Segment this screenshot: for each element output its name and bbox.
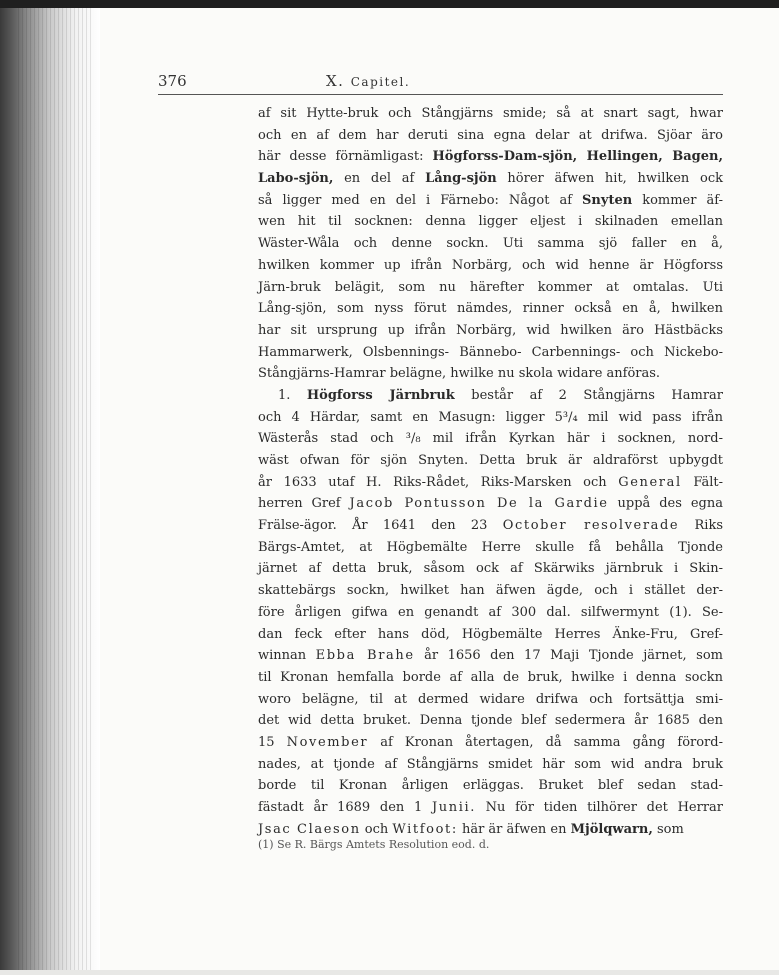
book-page-edges [0,8,100,970]
spaced-term: November [286,734,369,750]
text-run: borde til Kronan årligen erläggas. Bruket blef sedan stad- [258,778,723,794]
spaced-term: Jsac Claeson [258,821,361,837]
text-line [258,125,723,147]
text-run: år 1633 utaf H. Riks-Rådet, Riks-Marsken och [258,474,619,490]
text-run: här desse förnämligast: [258,149,433,165]
text-run: af sit Hytte-bruk och Stångjärns smide; så at snart sagt, hwar [258,106,723,121]
spaced-term: Jacob Pontusson De la Gardie [349,496,609,512]
text-line [258,385,723,407]
text-run: af Kronan återtagen, då samma gång förord- [368,734,723,750]
spaced-term: Ebba Brahe [315,648,415,664]
text-line [258,624,723,646]
text-line [258,450,723,472]
text-run: kommer äf- [632,192,723,208]
text-run: hörer äfwen hit, hwilken ock [496,171,723,187]
text-line [258,580,723,602]
text-line [258,797,723,819]
text-line [258,732,723,754]
text-line [258,472,723,494]
text-run: winnan [258,648,316,664]
text-run: Riks [679,518,723,534]
text-line [258,407,723,429]
text-run: Wäster-Wåla och denne sockn. Uti samma sjö faller en å, [258,236,723,252]
bold-term: Labo-sjön, [258,171,334,187]
text-run: wäst ofwan för sjön Snyten. Detta bruk är aldraförst upbygdt [258,453,723,468]
text-run: skattebärgs sockn, hwilket han äfwen ägde, och i stället der- [258,583,723,599]
body-text [258,103,723,840]
text-run: fästadt år 1689 den 1 [258,800,432,815]
text-line [258,667,723,689]
text-run: woro belägne, til at dermed widare drifwa och fortsättja smi- [258,691,723,707]
text-run: järnet af detta bruk, såsom ock af Skärwiks järnbruk i Skin- [258,561,723,577]
bold-term: Högforss-Dam-sjön, Hellingen, Bagen, [432,149,723,165]
text-run: Frälse-ägor. År 1641 den 23 [258,518,503,534]
text-run: så ligger med en del i Färnebo: Något af [258,192,583,208]
text-line [258,211,723,233]
text-run: består af 2 Stångjärns Hamrar [454,387,724,403]
text-line [258,320,723,342]
text-run: nades, at tjonde af Stångjärns smidet här som wid andra bruk [258,756,723,772]
text-run: som [652,821,684,837]
text-line [258,689,723,711]
text-line [258,493,723,515]
text-line [258,428,723,450]
text-run: wen hit til socknen: denna ligger eljest i skilnaden emellan [258,214,723,230]
text-run: och [360,821,393,837]
text-line [258,190,723,212]
text-line [258,754,723,776]
text-run: Lång-sjön, som nyss förut nämdes, rinner också en å, hwilken [258,301,723,317]
text-run: uppå des egna [608,496,723,512]
text-line [258,146,723,168]
text-run: herren Gref [258,496,350,512]
text-run: hwilken kommer up ifrån Norbärg, och wid henne är Högforss [258,257,723,273]
text-line [258,558,723,580]
text-run: Hammarwerk, Olsbennings- Bännebo- Carbennings- och Nickebo- [258,344,723,360]
text-run: har sit ursprung up ifrån Norbärg, wid hwilken äro Hästbäcks [258,322,723,338]
text-run: Nu för tiden tilhörer det Herrar [475,800,724,815]
text-run: före årligen gifwa en genandt af 300 dal. silfwermynt (1). Se- [258,604,723,620]
text-run: här är äfwen en [457,821,571,837]
bold-term: Lång-sjön [425,171,497,187]
text-run: til Kronan hemfalla borde af alla de bruk, hwilke i denna sockn [258,669,723,685]
text-run: en del af [333,171,426,187]
text-line [258,277,723,299]
text-run: 15 [258,734,287,750]
text-line [258,255,723,277]
text-line [258,298,723,320]
footnote: (1) Se R. Bärgs Amtets Resolution eod. d. [258,838,490,851]
chapter-label: X. [326,72,345,90]
running-head [326,72,410,90]
text-line [258,537,723,559]
text-run: och 4 Härdar, samt en Masugn: ligger 5³/₄ mil wid pass ifrån [258,409,723,425]
page-header [158,68,723,95]
text-line [258,103,723,125]
text-run: och en af dem har deruti sina egna delar at drifwa. Sjöar äro [258,127,723,143]
text-line [258,710,723,732]
spaced-term: Junii. [431,800,476,815]
text-line [258,233,723,255]
text-run: Bärgs-Amtet, at Högbemälte Herre skulle få behålla Tjonde [258,539,723,555]
text-run: dan feck efter hans död, Högbemälte Herres Änke-Fru, Gref- [258,626,723,642]
text-line [258,775,723,797]
text-run: det wid detta bruket. Denna tjonde blef sedermera år 1685 den [258,713,723,729]
text-run: Stångjärns-Hamrar belägne, hwilke nu skola widare anföras. [258,366,661,382]
text-run: Fält- [681,474,723,490]
text-line [258,602,723,624]
bold-term: Snyten [582,192,633,208]
spaced-term: General [618,474,682,490]
chapter-word: Capitel. [350,75,411,89]
spaced-term: October resolverade [502,518,680,534]
spaced-term: Witfoot: [392,821,458,837]
text-run: år 1656 den 17 Maji Tjonde järnet, som [414,648,723,664]
text-run: Wästerås stad och ³/₈ mil ifrån Kyrkan här i socknen, nord- [258,431,723,447]
bold-term: Högforss Järnbruk [306,387,455,403]
bold-term: Mjölqwarn, [570,821,653,837]
text-line [258,168,723,190]
text-line [258,342,723,364]
text-run: Järn-bruk belägit, som nu härefter kommer at omtalas. Uti [258,279,723,295]
text-line [258,363,723,385]
text-line [258,515,723,537]
text-run: 1. [278,387,307,403]
page-number: 376 [158,72,187,90]
text-line [258,645,723,667]
